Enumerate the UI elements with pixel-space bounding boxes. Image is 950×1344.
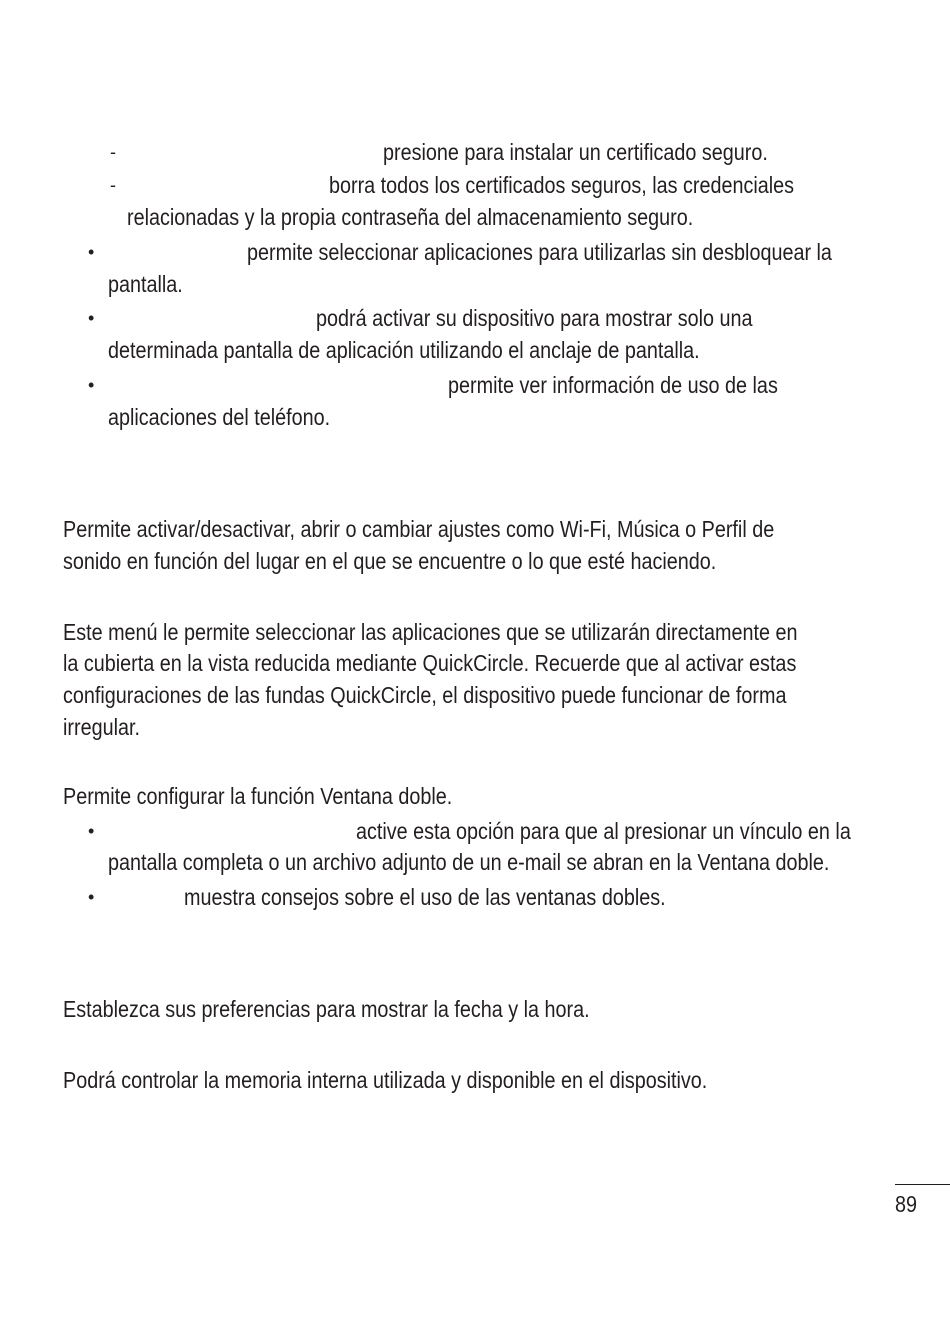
screen-pin-desc-line-1: podrá activar su dispositivo para mostrar solo una	[316, 305, 753, 331]
smart-settings-desc-line-2: sonido en función del lugar en el que se encuentre o lo que esté haciendo.	[63, 548, 717, 574]
install-certificate-desc: presione para instalar un certificado seguro.	[383, 139, 768, 165]
dual-window-desc: Permite configurar la función Ventana doble.	[63, 783, 453, 809]
bullet-marker: •	[88, 821, 95, 841]
trust-agents-desc-line-2: pantalla.	[108, 271, 183, 297]
quick-cover-desc-line-2: la cubierta en la vista reducida mediante QuickCircle. Recuerde que al activar estas	[63, 650, 797, 676]
screen-pin-desc-line-2: determinada pantalla de aplicación utilizando el anclaje de pantalla.	[108, 337, 700, 363]
clear-credentials-desc-line-1: borra todos los certificados seguros, las credenciales	[329, 172, 795, 198]
dash-marker: -	[110, 142, 116, 162]
date-time-desc: Establezca sus preferencias para mostrar la fecha y la hora.	[63, 996, 590, 1022]
split-view-desc-line-1: active esta opción para que al presionar un vínculo en la	[356, 818, 851, 844]
bullet-marker: •	[88, 887, 95, 907]
page-number: 89	[895, 1191, 918, 1217]
dual-window-help-desc: muestra consejos sobre el uso de las ventanas dobles.	[184, 884, 666, 910]
page-number-rule	[895, 1184, 950, 1185]
usage-access-desc-line-2: aplicaciones del teléfono.	[108, 404, 331, 430]
trust-agents-desc-line-1: permite seleccionar aplicaciones para utilizarlas sin desbloquear la	[247, 239, 832, 265]
quick-cover-desc-line-1: Este menú le permite seleccionar las aplicaciones que se utilizarán directamente en	[63, 619, 798, 645]
smart-settings-desc-line-1: Permite activar/desactivar, abrir o cambiar ajustes como Wi-Fi, Música o Perfil de	[63, 516, 775, 542]
bullet-marker: •	[88, 242, 95, 262]
quick-cover-desc-line-3: configuraciones de las fundas QuickCircle, el dispositivo puede funcionar de forma	[63, 682, 787, 708]
clear-credentials-desc-line-2: relacionadas y la propia contraseña del almacenamiento seguro.	[127, 204, 694, 230]
bullet-marker: •	[88, 375, 95, 395]
usage-access-desc-line-1: permite ver información de uso de las	[448, 372, 778, 398]
quick-cover-desc-line-4: irregular.	[63, 714, 140, 740]
split-view-desc-line-2: pantalla completa o un archivo adjunto de un e-mail se abran en la Ventana doble.	[108, 849, 830, 875]
storage-desc: Podrá controlar la memoria interna utilizada y disponible en el dispositivo.	[63, 1067, 708, 1093]
bullet-marker: •	[88, 308, 95, 328]
dash-marker: -	[110, 175, 116, 195]
